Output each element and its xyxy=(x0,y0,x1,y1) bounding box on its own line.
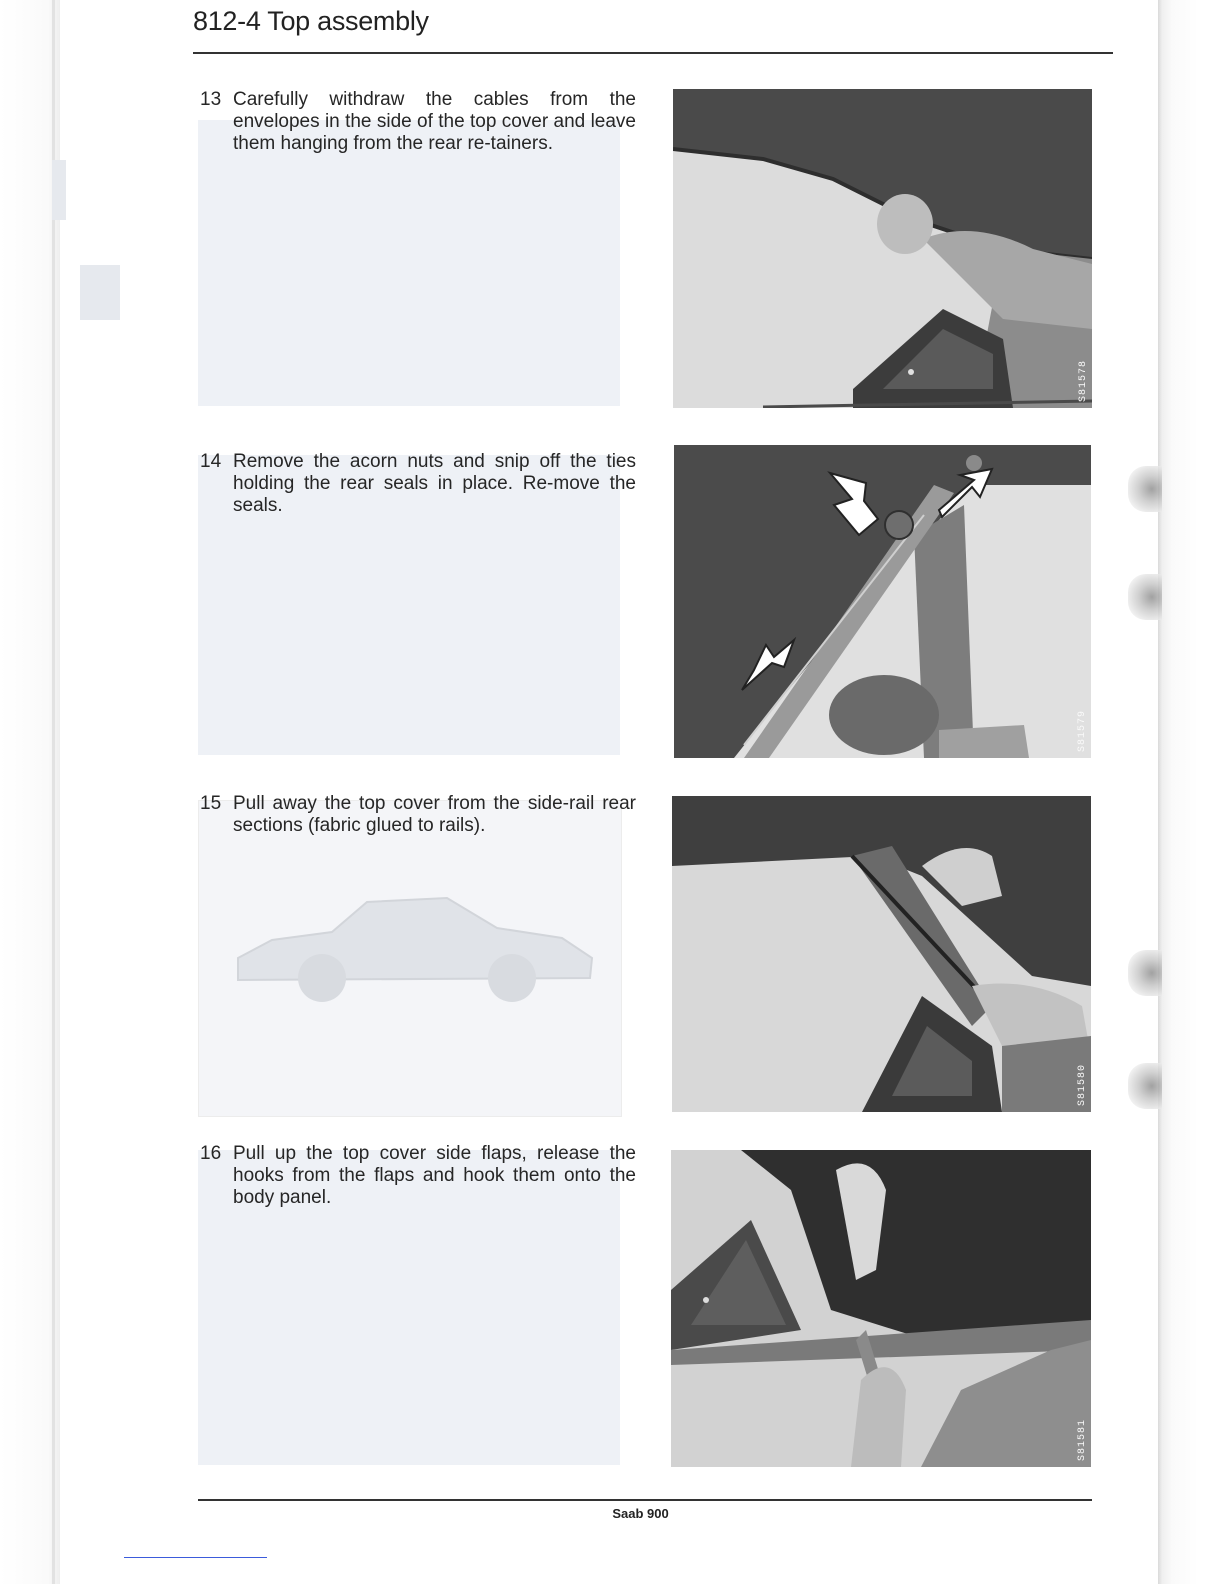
step-number: 16 xyxy=(200,1143,222,1164)
photo-reference: S81581 xyxy=(1077,1418,1088,1461)
step-number: 14 xyxy=(200,451,222,472)
step-14 xyxy=(200,451,636,517)
binder-tab-icon xyxy=(1128,574,1162,620)
page-title: 812-4 Top assembly xyxy=(193,6,429,36)
underline-mark xyxy=(124,1557,267,1558)
page-right-edge xyxy=(1158,0,1224,1584)
faded-background-panel xyxy=(198,120,620,406)
scan-mark xyxy=(80,265,120,320)
header-rule xyxy=(193,52,1113,54)
step-text: Pull up the top cover side flaps, release the hooks from the flaps and hook them onto the body panel. xyxy=(233,1143,636,1208)
step-13 xyxy=(200,89,636,155)
binder-tab-icon xyxy=(1128,466,1162,512)
footer-rule xyxy=(198,1499,1092,1501)
hand-pulling-cable-photo xyxy=(673,89,1092,408)
scan-mark xyxy=(52,160,66,220)
binding-edge xyxy=(52,0,55,1584)
pliers-hook-photo xyxy=(671,1150,1091,1467)
hands-pulling-cover-photo xyxy=(672,796,1091,1112)
step-16 xyxy=(200,1143,636,1209)
binder-tab-icon xyxy=(1128,1063,1162,1109)
photo-reference: S81578 xyxy=(1078,359,1089,402)
photo-reference: S81579 xyxy=(1077,709,1088,752)
step-text: Remove the acorn nuts and snip off the ties holding the rear seals in place. Re-move the seals. xyxy=(233,451,636,516)
step-15 xyxy=(200,793,636,837)
step-number: 13 xyxy=(200,89,222,110)
step-number: 15 xyxy=(200,793,222,814)
step-text: Pull away the top cover from the side-rail rear sections (fabric glued to rails). xyxy=(233,793,636,836)
binder-tab-icon xyxy=(1128,950,1162,996)
footer-model: Saab 900 xyxy=(612,1506,669,1521)
photo-reference: S81580 xyxy=(1077,1063,1088,1106)
step-text: Carefully withdraw the cables from the envelopes in the side of the top cover and leave them hanging from the rear re-tainers. xyxy=(233,89,636,154)
rear-seal-arrows-photo xyxy=(674,445,1091,758)
page-left-margin xyxy=(0,0,60,1584)
faded-car-illustration xyxy=(232,888,597,1008)
